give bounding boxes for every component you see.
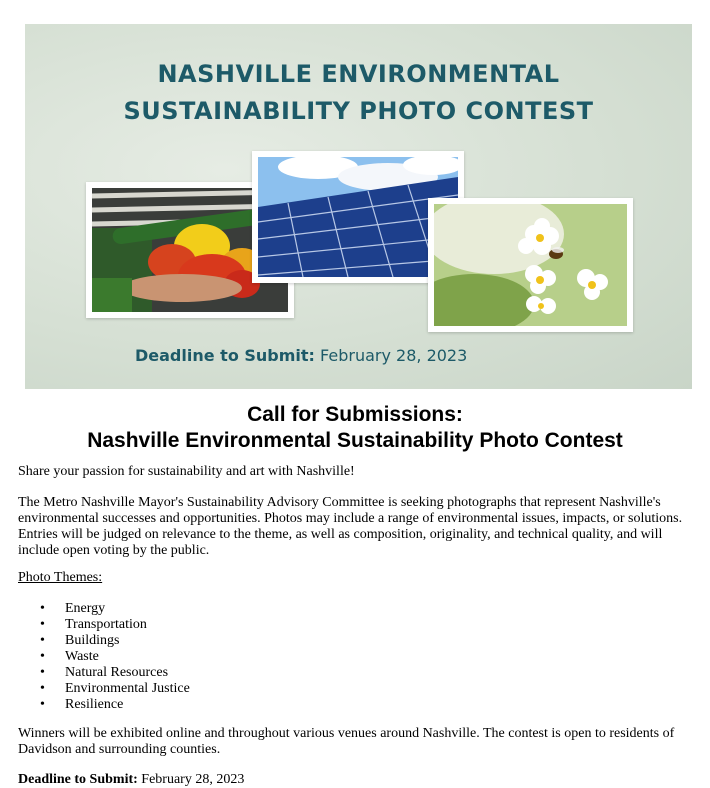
intro-text: Share your passion for sustainability and art with Nashville! xyxy=(18,464,355,479)
banner-deadline-date: February 28, 2023 xyxy=(320,346,468,365)
flowers-bee-photo xyxy=(428,198,633,332)
deadline-date: February 28, 2023 xyxy=(141,772,245,787)
page-heading-line2: Nashville Environmental Sustainability Photo Contest xyxy=(87,429,623,452)
banner-deadline-label: Deadline to Submit: xyxy=(135,346,315,365)
theme-item: • Buildings xyxy=(40,633,190,649)
theme-item: • Waste xyxy=(40,649,190,665)
winners-paragraph: Winners will be exhibited online and throughout various venues around Nashville. The contest is open to residents of Davidson and surrounding counties. xyxy=(18,726,675,757)
theme-item: • Natural Resources xyxy=(40,665,190,681)
contest-banner xyxy=(25,24,692,389)
photo-themes-list xyxy=(40,601,190,713)
theme-item: • Transportation xyxy=(40,617,190,633)
banner-title-line2: SUSTAINABILITY PHOTO CONTEST xyxy=(123,97,594,125)
deadline-label: Deadline to Submit: xyxy=(18,772,138,787)
description-paragraph: The Metro Nashville Mayor's Sustainability Advisory Committee is seeking photographs that represent Nashville's environmental successes and opportunities. Photos may include a range of environmental issues, impacts, or solutions. Entries will be judged on relevance to the theme, as well as composition, originality, and technical quality, and will include open voting by the public. xyxy=(18,495,683,558)
theme-item: • Energy xyxy=(40,601,190,617)
deadline-line xyxy=(18,772,690,788)
page-heading-line1: Call for Submissions: xyxy=(247,403,463,426)
theme-item: • Environmental Justice xyxy=(40,681,190,697)
photo-themes-label: Photo Themes: xyxy=(18,570,103,585)
theme-item: • Resilience xyxy=(40,697,190,713)
banner-title-line1: NASHVILLE ENVIRONMENTAL xyxy=(157,60,560,88)
banner-deadline xyxy=(135,346,585,365)
